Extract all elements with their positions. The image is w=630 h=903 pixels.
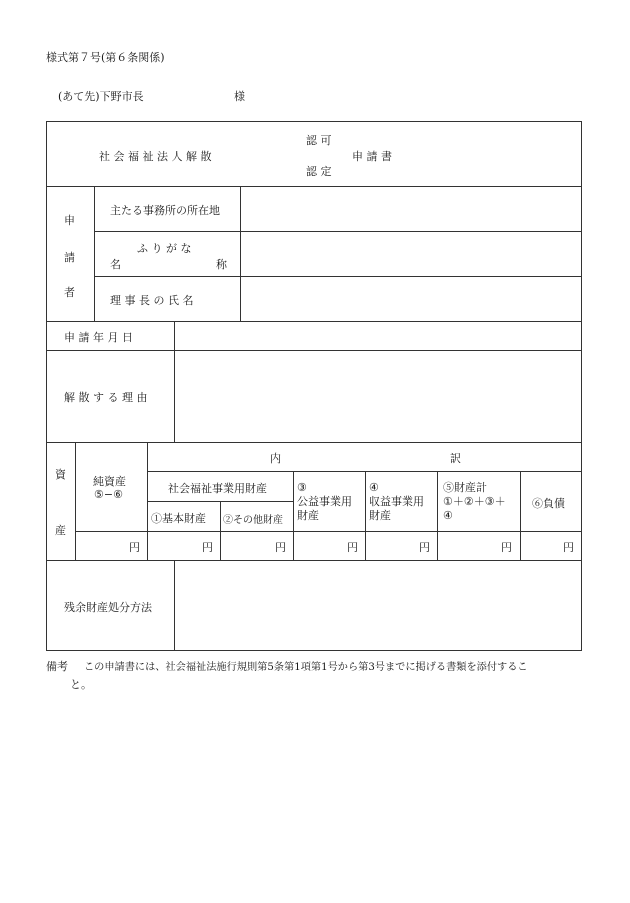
form-number: 様式第７号(第６条関係) — [46, 51, 165, 64]
social-welfare-assets-label: 社会福祉事業用財産 — [168, 482, 267, 495]
divider — [46, 442, 582, 443]
chairman-name-label: 理 事 長 の 氏 名 — [110, 294, 194, 307]
net-assets-label: 純資産 — [93, 475, 126, 488]
applicant-side-label: 者 — [64, 286, 75, 299]
basic-assets-label: ①基本財産 — [151, 512, 206, 525]
divider — [147, 442, 148, 560]
residual-disposal-label: 残余財産処分方法 — [64, 601, 152, 614]
other-assets-label: ②その他財産 — [223, 515, 283, 526]
chairman-name-field[interactable] — [241, 277, 581, 321]
profit-business-assets-label — [369, 481, 424, 523]
divider — [220, 501, 221, 560]
title-option-certification: 認 定 — [306, 165, 332, 178]
name-label: 称 — [216, 258, 227, 271]
divider — [75, 531, 582, 532]
total-assets-text: ④ — [443, 509, 453, 522]
application-date-label: 申 請 年 月 日 — [64, 331, 133, 344]
yen-unit: 円 — [202, 541, 213, 554]
liabilities-label: ⑥負債 — [532, 497, 565, 510]
breakdown-header: 訳 — [450, 452, 461, 465]
yen-unit: 円 — [419, 541, 430, 554]
note-text: と。 — [70, 678, 92, 691]
applicant-side-label: 請 — [64, 251, 75, 264]
office-address-field[interactable] — [241, 187, 581, 231]
profit-business-text: 収益事業用 — [369, 495, 424, 508]
total-assets-label — [443, 481, 506, 523]
divider — [293, 471, 294, 560]
profit-business-text: 財産 — [369, 509, 391, 522]
dissolution-reason-label: 解 散 す る 理 由 — [64, 391, 148, 404]
corporation-name-field[interactable] — [241, 232, 581, 276]
profit-business-num: ④ — [369, 481, 379, 494]
total-assets-text: ①＋②＋③＋ — [443, 495, 506, 508]
yen-unit: 円 — [501, 541, 512, 554]
form-title: 社 会 福 祉 法 人 解 散 — [99, 150, 212, 163]
net-assets-label: ⑤−⑥ — [94, 488, 123, 501]
public-benefit-assets-label — [297, 481, 352, 523]
yen-unit: 円 — [275, 541, 286, 554]
addressee-suffix: 様 — [234, 90, 245, 103]
divider — [75, 442, 76, 560]
application-date-field[interactable] — [175, 322, 581, 350]
note-text: この申請書には、社会福祉法施行規則第5条第1項第1号から第3号までに掲げる書類を添付するこ — [84, 662, 528, 673]
name-label: 名 — [110, 258, 121, 271]
yen-unit: 円 — [563, 541, 574, 554]
assets-side-label: 産 — [55, 524, 66, 537]
residual-disposal-field[interactable] — [175, 561, 581, 650]
divider — [437, 471, 438, 560]
title-option-approval: 認 可 — [306, 134, 332, 147]
public-benefit-text: 財産 — [297, 509, 319, 522]
yen-unit: 円 — [129, 541, 140, 554]
breakdown-header: 内 — [270, 452, 281, 465]
yen-unit: 円 — [347, 541, 358, 554]
public-benefit-text: 公益事業用 — [297, 495, 352, 508]
furigana-label: ふ り が な — [137, 242, 192, 255]
divider — [365, 471, 366, 560]
dissolution-reason-field[interactable] — [175, 351, 581, 442]
title-tail: 申 請 書 — [352, 150, 392, 163]
public-benefit-num: ③ — [297, 481, 307, 494]
office-address-label: 主たる事務所の所在地 — [110, 204, 220, 217]
total-assets-text: ⑤財産計 — [443, 481, 487, 494]
note-label: 備考 — [46, 660, 68, 673]
applicant-side-label: 申 — [64, 214, 75, 227]
divider — [94, 186, 95, 321]
addressee: (あて先)下野市長 — [58, 90, 144, 103]
assets-side-label: 資 — [55, 468, 66, 481]
